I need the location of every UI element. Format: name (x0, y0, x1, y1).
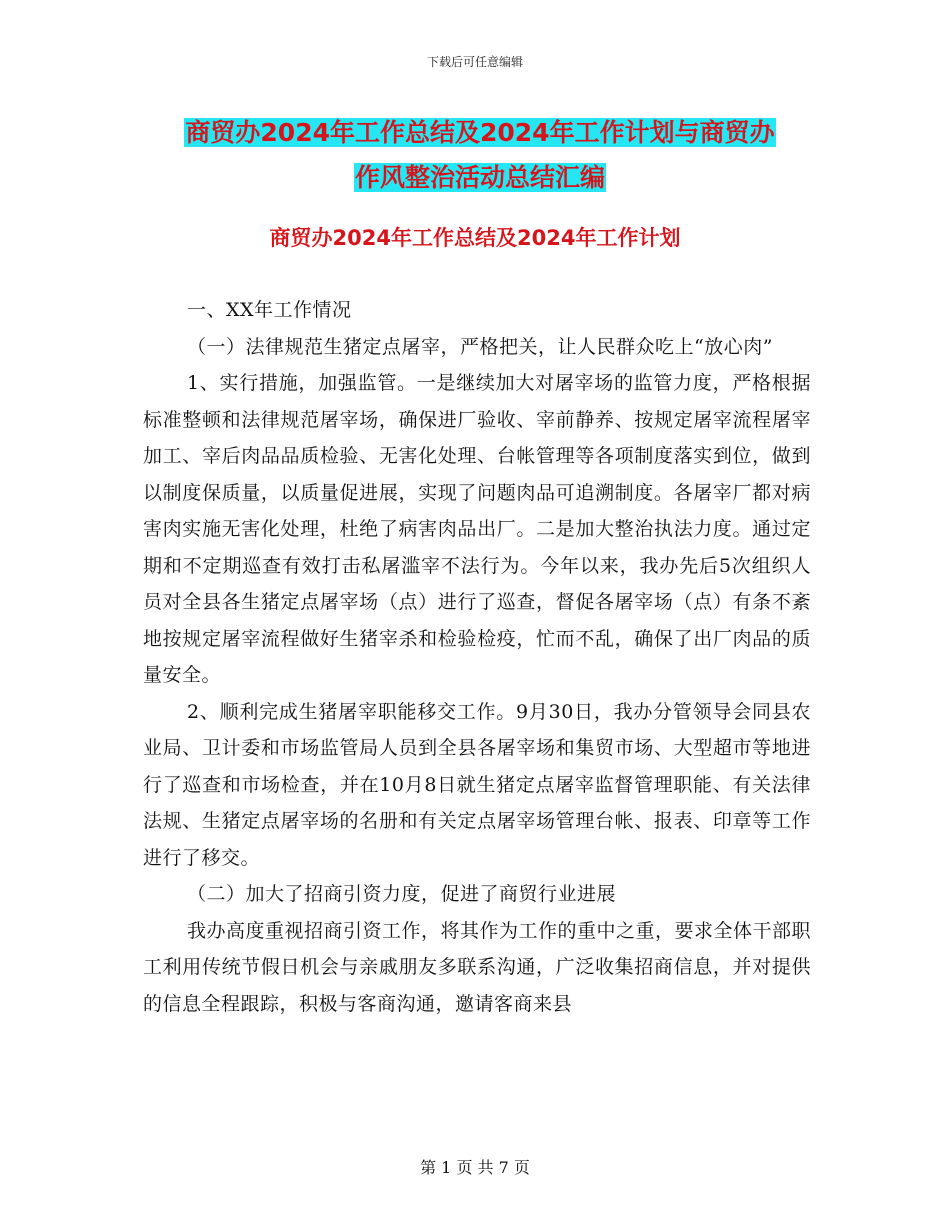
paragraph: 一、XX年工作情况 (187, 299, 352, 321)
title-line-2: 作风整治活动总结汇编 (354, 163, 605, 192)
paragraph: 1、实行措施，加强监管。一是继续加大对屠宰场的监管力度，严格根据标准整顿和法律规范屠宰场，确保进厂验收、宰前静养、按规定屠宰流程屠宰加工、宰后肉品品质检验、无害化处理、台帐管理等各项制度落实到位，做到以制度保质量，以质量促进展，实现了问题肉品可追溯制度。各屠宰厂都对病害肉实施无害化处理，杜绝了病害肉品出厂。二是加大整治执法力度。通过定期和不定期巡查有效打击私屠滥宰不法行为。今年以来，我办先后5次组织人员对全县各生猪定点屠宰场（点）进行了巡查，督促各屠宰场（点）有条不紊地按规定屠宰流程做好生猪宰杀和检验检疫，忙而不乱，确保了出厂肉品的质量安全。 (143, 372, 811, 686)
paragraph: 我办高度重视招商引资工作，将其作为工作的重中之重，要求全体干部职工利用传统节假日机会与亲戚朋友多联系沟通，广泛收集招商信息，并对提供的信息全程跟踪，积极与客商沟通，邀请客商来县 (143, 919, 812, 1015)
paragraph: （一）法律规范生猪定点屠宰，严格把关，让人民群众吃上“放心肉” (187, 335, 773, 358)
paragraph: （二）加大了招商引资力度，促进了商贸行业进展 (187, 883, 617, 905)
paragraph: 2、顺利完成生猪屠宰职能移交工作。9月30日，我办分管领导会同县农业局、卫计委和市场监管局人员到全县各屠宰场和集贸市场、大型超市等地进行了巡查和市场检查，并在10月8日就生猪定点屠宰监督管理职能、有关法律法规、生猪定点屠宰场的名册和有关定点屠宰场管理台帐、报表、印章等工作进行了移交。 (143, 700, 811, 869)
page-number: 第 1 页 共 7 页 (420, 1158, 530, 1177)
title-line-1: 商贸办2024年工作总结及2024年工作计划与商贸办 (185, 118, 775, 147)
section-title: 商贸办2024年工作总结及2024年工作计划 (269, 226, 681, 250)
document-title (140, 110, 820, 200)
body-text (143, 292, 811, 1022)
page-header-note: 下载后可任意编辑 (426, 55, 523, 69)
